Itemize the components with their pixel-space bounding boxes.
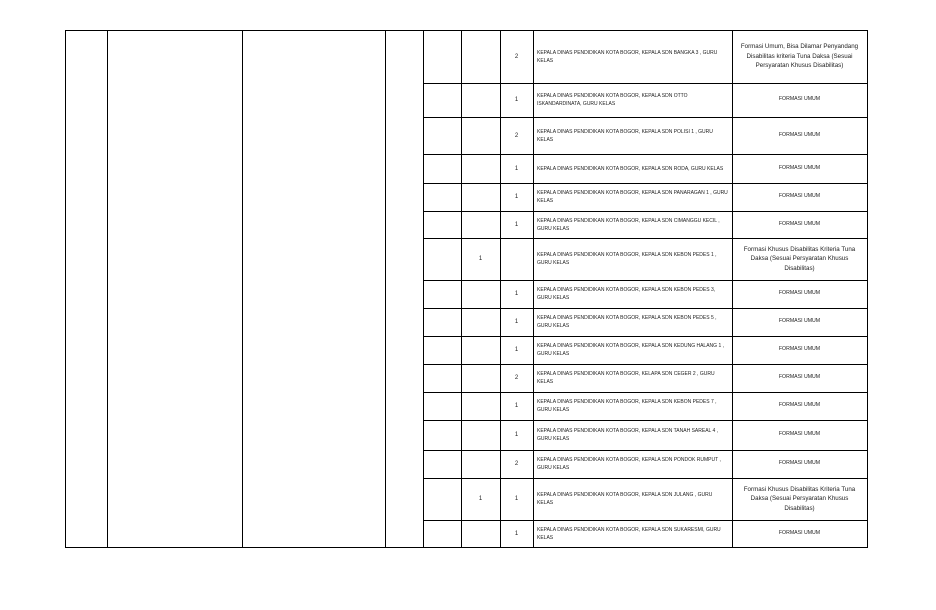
unit-kerja-cell: KEPALA DINAS PENDIDIKAN KOTA BOGOR, KELAPA SDN CEGER 2 , GURU KELAS — [537, 371, 715, 385]
formasi-cell: FORMASI UMUM — [778, 529, 821, 536]
disabilitas-count-cell — [461, 211, 500, 238]
disabilitas-count-cell — [461, 336, 500, 364]
umum-count-cell: 1 — [514, 221, 519, 228]
disabilitas-count-cell — [461, 392, 500, 420]
unit-kerja-cell: KEPALA DINAS PENDIDIKAN KOTA BOGOR, KEPALA SDN KEBON PEDES 1 , GURU KELAS — [537, 252, 717, 266]
formasi-cell: FORMASI UMUM — [778, 220, 821, 227]
formasi-cell: FORMASI UMUM — [778, 346, 821, 353]
left-column-border-0 — [65, 30, 66, 547]
umum-count-cell: 2 — [514, 375, 519, 381]
unit-kerja-cell: KEPALA DINAS PENDIDIKAN KOTA BOGOR, KEPALA SDN POLISI 1 , GURU KELAS — [537, 128, 713, 143]
left-column-border-3 — [385, 30, 386, 547]
unit-kerja-cell: KEPALA DINAS PENDIDIKAN KOTA BOGOR, KEPALA SDN OTTO ISKANDARDINATA, GURU KELAS — [537, 93, 688, 107]
left-column-border-1 — [107, 30, 108, 547]
unit-kerja-cell: KEPALA DINAS PENDIDIKAN KOTA BOGOR, KEPALA SDN KEBON PEDES 5 , GURU KELAS — [537, 315, 717, 329]
umum-count-cell: 1 — [514, 496, 519, 502]
umum-count-cell: 1 — [514, 403, 519, 409]
disabilitas-count-cell — [461, 308, 500, 336]
unit-kerja-cell: KEPALA DINAS PENDIDIKAN KOTA BOGOR, KEPALA SDN CIMANGGU KECIL , GURU KELAS — [537, 217, 720, 232]
umum-count-cell: 2 — [514, 461, 519, 467]
disabilitas-count-cell — [461, 117, 500, 154]
formasi-cell: FORMASI UMUM — [778, 431, 821, 438]
left-block-bottom-border — [65, 547, 424, 548]
unit-kerja-cell: KEPALA DINAS PENDIDIKAN KOTA BOGOR, KEPALA SDN KEBON PEDES 3, GURU KELAS — [537, 287, 716, 301]
left-column-border-2 — [242, 30, 243, 547]
disabilitas-count-cell — [461, 183, 500, 211]
formasi-cell: FORMASI UMUM — [778, 131, 821, 138]
unit-kerja-cell: KEPALA DINAS PENDIDIKAN KOTA BOGOR, KEPALA SDN PONDOK RUMPUT , GURU KELAS — [537, 457, 721, 471]
formasi-cell: FORMASI UMUM — [778, 402, 821, 409]
table-column-border-0 — [423, 30, 424, 547]
disabilitas-count-cell: 1 — [478, 496, 483, 502]
umum-count-cell: 2 — [514, 53, 519, 60]
umum-count-cell: 1 — [514, 165, 519, 172]
formasi-cell: FORMASI UMUM — [778, 374, 821, 381]
formasi-cell: FORMASI UMUM — [778, 460, 821, 467]
disabilitas-count-cell — [461, 450, 500, 478]
disabilitas-count-cell — [461, 280, 500, 308]
formasi-cell: FORMASI UMUM — [778, 193, 821, 200]
unit-kerja-cell: KEPALA DINAS PENDIDIKAN KOTA BOGOR, KEPALA SDN RODA, GURU KELAS — [537, 165, 724, 172]
disabilitas-count-cell — [461, 154, 500, 183]
formasi-cell: Formasi Umum, Bisa Dilamar Penyandang Disabilitas kriteria Tuna Daksa (Sesuai Persyaratan Khusus Disabilitas) — [740, 43, 859, 70]
formasi-cell: Formasi Khusus Disabilitas Kriteria Tuna Daksa (Sesuai Persyaratan Khusus Disabilitas) — [743, 245, 856, 272]
disabilitas-count-cell — [461, 83, 500, 117]
left-block-top-border — [65, 30, 424, 31]
disabilitas-count-cell — [461, 420, 500, 450]
formasi-cell: FORMASI UMUM — [778, 318, 821, 325]
unit-kerja-cell: KEPALA DINAS PENDIDIKAN KOTA BOGOR, KEPALA SDN TANAH SAREAL 4 , GURU KELAS — [537, 428, 719, 442]
umum-count-cell: 1 — [514, 347, 519, 353]
umum-count-cell: 1 — [514, 530, 519, 537]
disabilitas-count-cell — [461, 520, 500, 547]
disabilitas-count-cell: 1 — [478, 256, 483, 262]
umum-count-cell — [500, 238, 533, 280]
disabilitas-count-cell — [461, 30, 500, 83]
umum-count-cell: 1 — [514, 194, 519, 200]
unit-kerja-cell: KEPALA DINAS PENDIDIKAN KOTA BOGOR, KEPALA SDN KEDUNG HALANG 1 , GURU KELAS — [537, 343, 724, 357]
formasi-cell: FORMASI UMUM — [778, 290, 821, 297]
unit-kerja-cell: KEPALA DINAS PENDIDIKAN KOTA BOGOR, KEPALA SDN KEBON PEDES 7 , GURU KELAS — [537, 399, 717, 413]
table-row-border-16 — [423, 547, 868, 548]
formasi-cell: FORMASI UMUM — [778, 164, 821, 171]
formasi-cell: FORMASI UMUM — [778, 96, 821, 103]
unit-kerja-cell: KEPALA DINAS PENDIDIKAN KOTA BOGOR, KEPALA SDN JULANG , GURU KELAS — [537, 492, 713, 506]
unit-kerja-cell: KEPALA DINAS PENDIDIKAN KOTA BOGOR, KEPALA SDN PANARAGAN 1 , GURU KELAS — [537, 190, 728, 204]
formasi-cell: Formasi Khusus Disabilitas Kriteria Tuna Daksa (Sesuai Persyaratan Khusus Disabilitas) — [743, 485, 856, 512]
disabilitas-count-cell — [461, 364, 500, 392]
umum-count-cell: 1 — [514, 97, 519, 103]
umum-count-cell: 1 — [514, 291, 519, 297]
unit-kerja-cell: KEPALA DINAS PENDIDIKAN KOTA BOGOR, KEPALA SDN SUKARESMI, GURU KELAS — [537, 526, 721, 541]
umum-count-cell: 1 — [514, 432, 519, 438]
table-column-border-5 — [867, 30, 868, 547]
unit-kerja-cell: KEPALA DINAS PENDIDIKAN KOTA BOGOR, KEPALA SDN BANGKA 3 , GURU KELAS — [537, 49, 718, 64]
umum-count-cell: 1 — [514, 319, 519, 325]
umum-count-cell: 2 — [514, 132, 519, 139]
